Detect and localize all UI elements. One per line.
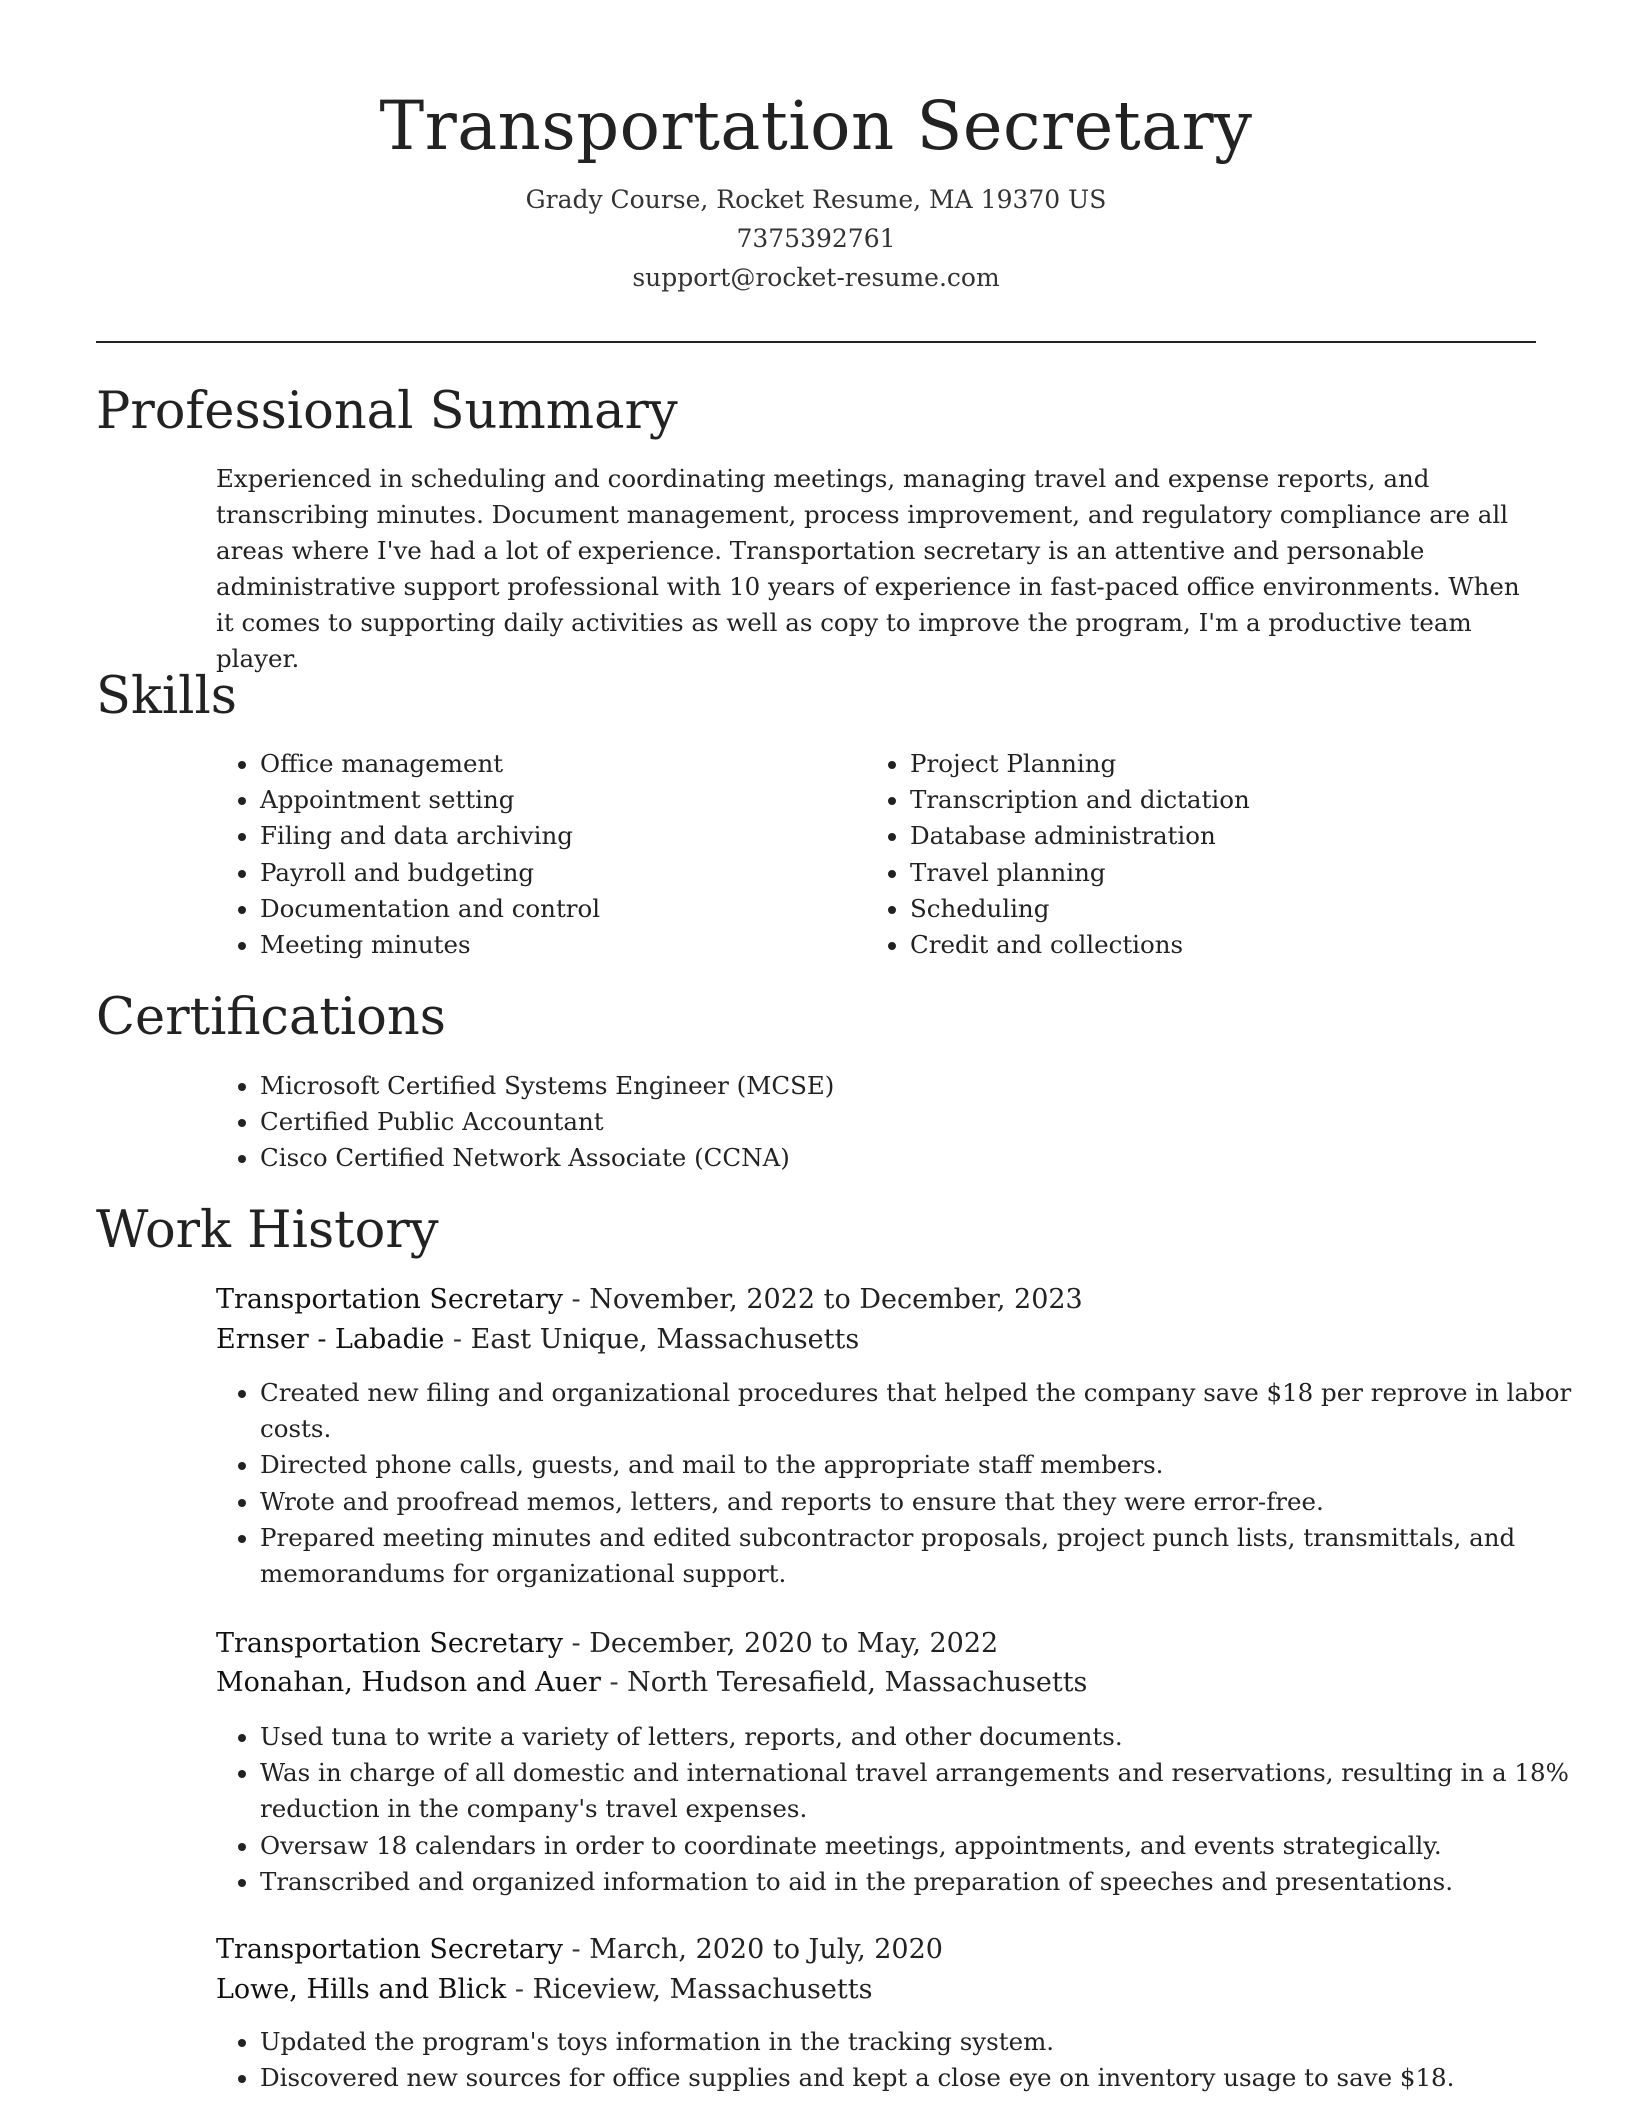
resume-name: Transportation Secretary [379,87,1253,165]
section-title-summary: Professional Summary [96,382,678,441]
job-bullet: • Updated the program's toys information in the tracking system. [260,2024,1576,2060]
certification-item: • Microsoft Certified Systems Engineer (MCSE) [260,1068,1560,1104]
section-title-certifications: Certifications [96,988,446,1047]
job-separator: - [562,1934,590,1965]
skill-item: • Payroll and budgeting [260,855,820,891]
job-role: Transportation Secretary [216,1934,563,1965]
job-location: Riceview, Massachusetts [532,1974,873,2005]
job-separator: - [506,1974,533,2005]
job-bullet: • Discovered new sources for office supplies and kept a close eye on inventory usage to save $18. [260,2060,1576,2096]
job-employer [216,1320,859,1360]
job-bullets [216,1375,1576,1592]
certification-item: • Cisco Certified Network Associate (CCNA) [260,1140,1560,1176]
section-title-skills: Skills [96,667,237,726]
job-company: Monahan, Hudson and Auer [216,1667,601,1698]
skill-item: • Filing and data archiving [260,818,820,854]
job-bullet: • Transcribed and organized information to aid in the preparation of speeches and presentations. [260,1864,1576,1900]
skill-item: • Documentation and control [260,891,820,927]
skill-item: • Database administration [910,818,1570,854]
skill-item: • Transcription and dictation [910,782,1570,818]
skill-item: • Appointment setting [260,782,820,818]
contact-email: support@rocket-resume.com [632,263,1000,292]
contact-phone: 7375392761 [736,224,896,253]
certifications-list [216,1068,1560,1177]
job-employer [216,1663,1087,1703]
job-bullet: • Directed phone calls, guests, and mail to the appropriate staff members. [260,1447,1576,1483]
job-role: Transportation Secretary [216,1284,563,1315]
job-separator: - [444,1324,471,1355]
header-divider [96,341,1536,343]
job-dates: December, 2020 to May, 2022 [589,1628,999,1659]
job-heading [216,1930,943,1970]
contact-address: Grady Course, Rocket Resume, MA 19370 US [525,185,1107,214]
skill-item: • Office management [260,746,820,782]
job-bullets [216,1719,1576,1900]
contact-block [0,180,1632,297]
skill-item: • Credit and collections [910,927,1570,963]
job-separator: - [562,1284,590,1315]
job-bullet: • Used tuna to write a variety of letters, reports, and other documents. [260,1719,1576,1755]
skill-item: • Travel planning [910,855,1570,891]
job-company: Lowe, Hills and Blick [216,1974,507,2005]
job-bullets [216,2024,1576,2096]
job-dates: November, 2022 to December, 2023 [589,1284,1083,1315]
job-heading [216,1280,1083,1320]
job-separator: - [600,1667,628,1698]
job-employer [216,1970,872,2010]
skills-list-left [216,746,820,963]
certification-item: • Certified Public Accountant [260,1104,1560,1140]
job-bullet: • Wrote and proofread memos, letters, and reports to ensure that they were error-free. [260,1484,1576,1520]
resume-header [0,0,1632,297]
skill-item: • Meeting minutes [260,927,820,963]
job-company: Ernser - Labadie [216,1324,445,1355]
job-role: Transportation Secretary [216,1628,563,1659]
skill-item: • Project Planning [910,746,1570,782]
job-bullet: • Prepared meeting minutes and edited subcontractor proposals, project punch lists, transmittals, and memorandums for organizational support. [260,1520,1576,1592]
job-bullet: • Was in charge of all domestic and international travel arrangements and reservations, resulting in a 18% reduction in the company's travel expenses. [260,1755,1576,1827]
job-dates: March, 2020 to July, 2020 [589,1934,943,1965]
job-location: North Teresafield, Massachusetts [627,1667,1088,1698]
skills-list-right [866,746,1570,963]
summary-text: Experienced in scheduling and coordinating meetings, managing travel and expense reports, and transcribing minutes. Document management, process improvement, and regulatory compliance are all areas where I've had a lot of experience. Transportation secretary is an attentive and personable administrative support professional with 10 years of experience in fast-paced office environments. When it comes to supporting daily activities as well as copy to improve the program, I'm a productive team player. [216,464,1520,673]
job-heading [216,1624,998,1664]
job-bullet: • Oversaw 18 calendars in order to coordinate meetings, appointments, and events strategically. [260,1828,1576,1864]
section-title-work-history: Work History [96,1201,439,1260]
job-separator: - [562,1628,590,1659]
job-location: East Unique, Massachusetts [470,1324,860,1355]
job-bullet: • Created new filing and organizational procedures that helped the company save $18 per reprove in labor costs. [260,1375,1576,1447]
skill-item: • Scheduling [910,891,1570,927]
